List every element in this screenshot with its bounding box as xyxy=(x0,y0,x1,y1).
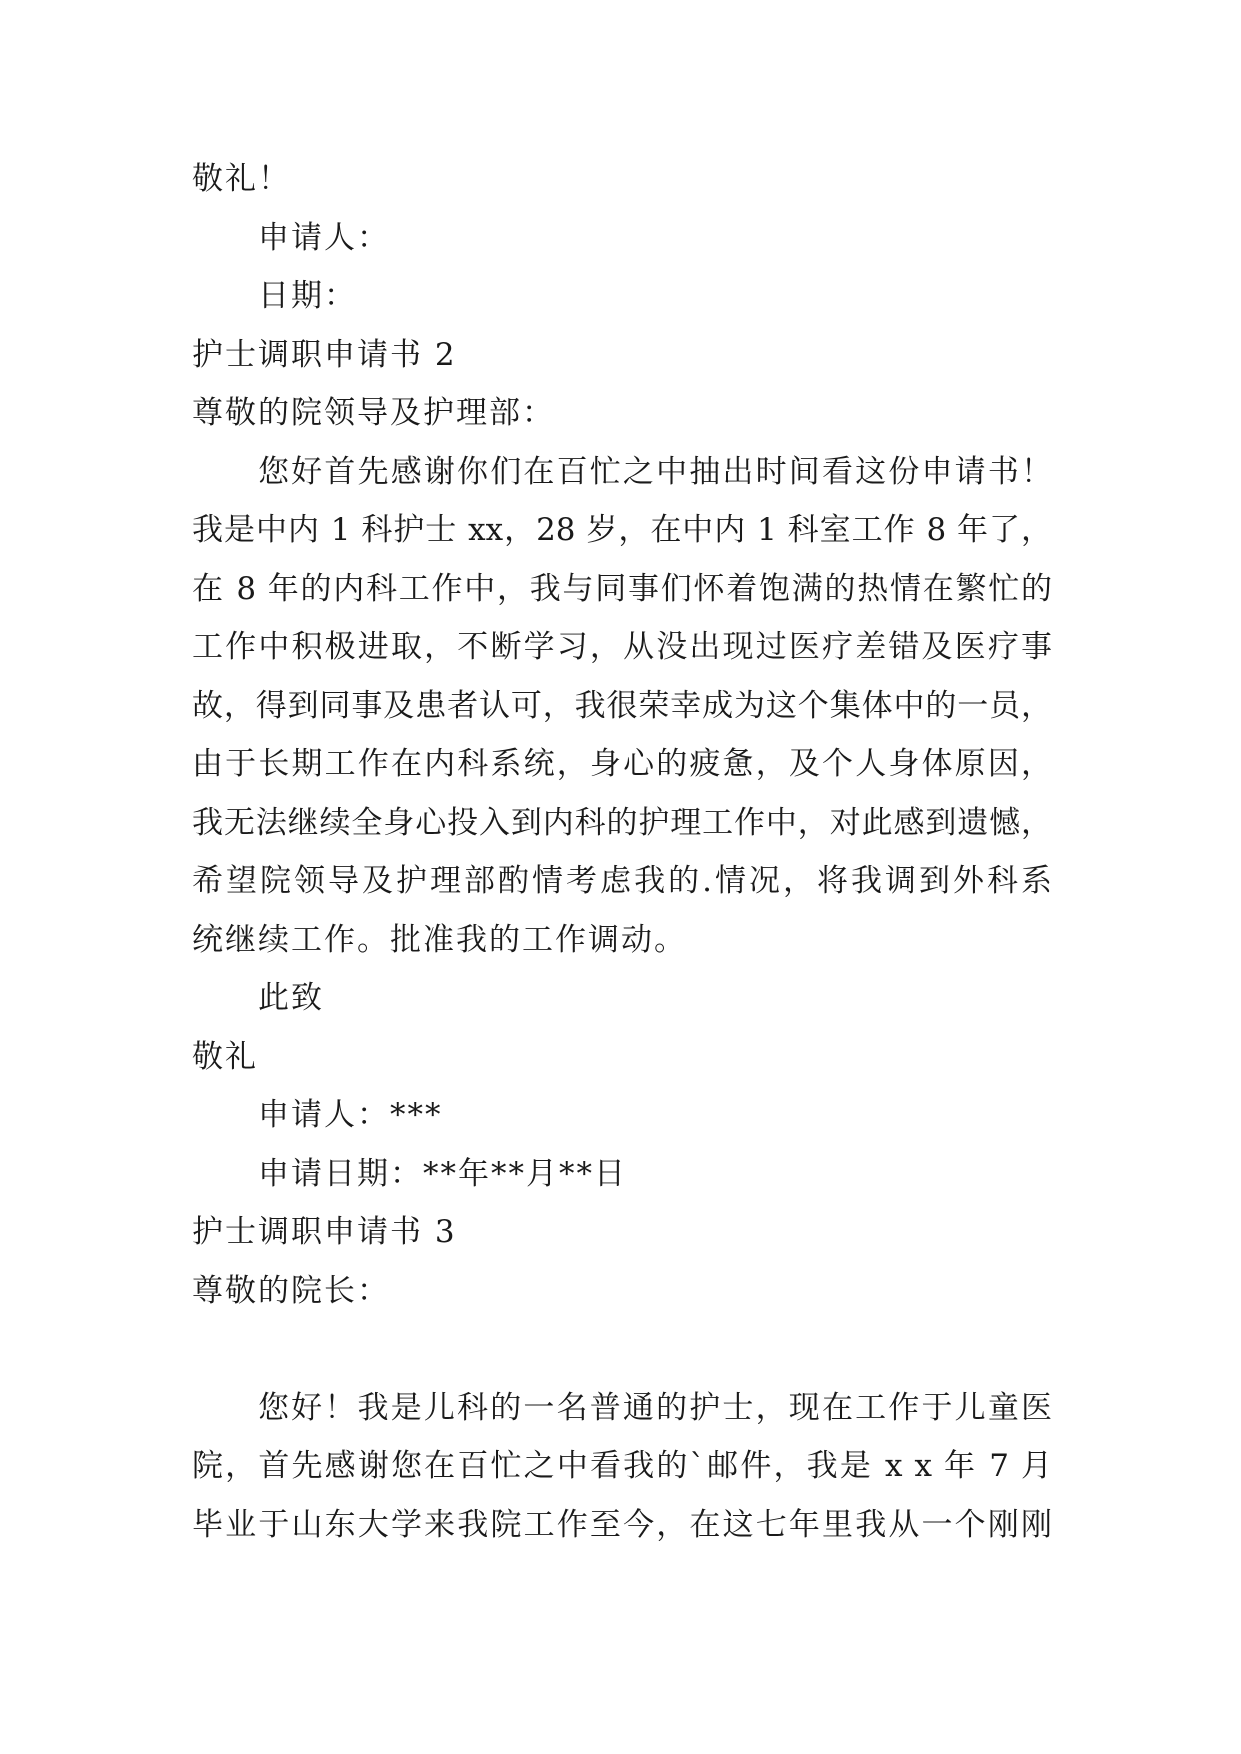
text-line: 敬礼 xyxy=(192,1038,258,1075)
text-line: 统继续工作。批准我的工作调动。 xyxy=(192,921,687,958)
text-line: 由于长期工作在内科系统，身心的疲惫，及个人身体原因， xyxy=(192,746,1052,782)
text-line: 故，得到同事及患者认可，我很荣幸成为这个集体中的一员， xyxy=(192,687,1052,724)
document-body xyxy=(192,150,1052,1554)
text-line: 您好首先感谢你们在百忙之中抽出时间看这份申请书！ xyxy=(258,453,1052,490)
text-line: 您好！我是儿科的一名普通的护士，现在工作于儿童医 xyxy=(258,1389,1052,1426)
text-line: 申请人：*** xyxy=(258,1097,443,1133)
text-line: 申请人： xyxy=(258,219,390,256)
text-line: 护士调职申请书 3 xyxy=(192,1214,457,1250)
text-line: 在 8 年的内科工作中，我与同事们怀着饱满的热情在繁忙的 xyxy=(192,570,1052,607)
text-line: 希望院领导及护理部酌情考虑我的.情况，将我调到外科系 xyxy=(192,863,1052,899)
text-line: 毕业于山东大学来我院工作至今，在这七年里我从一个刚刚 xyxy=(192,1506,1052,1543)
text-line: 我是中内 1 科护士 xx，28 岁，在中内 1 科室工作 8 年了， xyxy=(192,512,1052,548)
text-line: 此致 xyxy=(258,980,324,1016)
text-line: 敬礼！ xyxy=(192,161,291,197)
text-line: 尊敬的院长： xyxy=(192,1272,390,1309)
text-line: 申请日期：**年**月**日 xyxy=(258,1155,627,1192)
text-line: 工作中积极进取，不断学习，从没出现过医疗差错及医疗事 xyxy=(192,629,1052,665)
text-line: 日期： xyxy=(258,278,357,314)
text-line: 护士调职申请书 2 xyxy=(192,336,457,373)
blank-line xyxy=(192,1320,1052,1379)
text-line: 我无法继续全身心投入到内科的护理工作中，对此感到遗憾， xyxy=(192,804,1052,841)
text-line: 尊敬的院领导及护理部： xyxy=(192,395,555,431)
text-line: 院，首先感谢您在百忙之中看我的`邮件，我是 x x 年 7 月 xyxy=(192,1448,1052,1484)
